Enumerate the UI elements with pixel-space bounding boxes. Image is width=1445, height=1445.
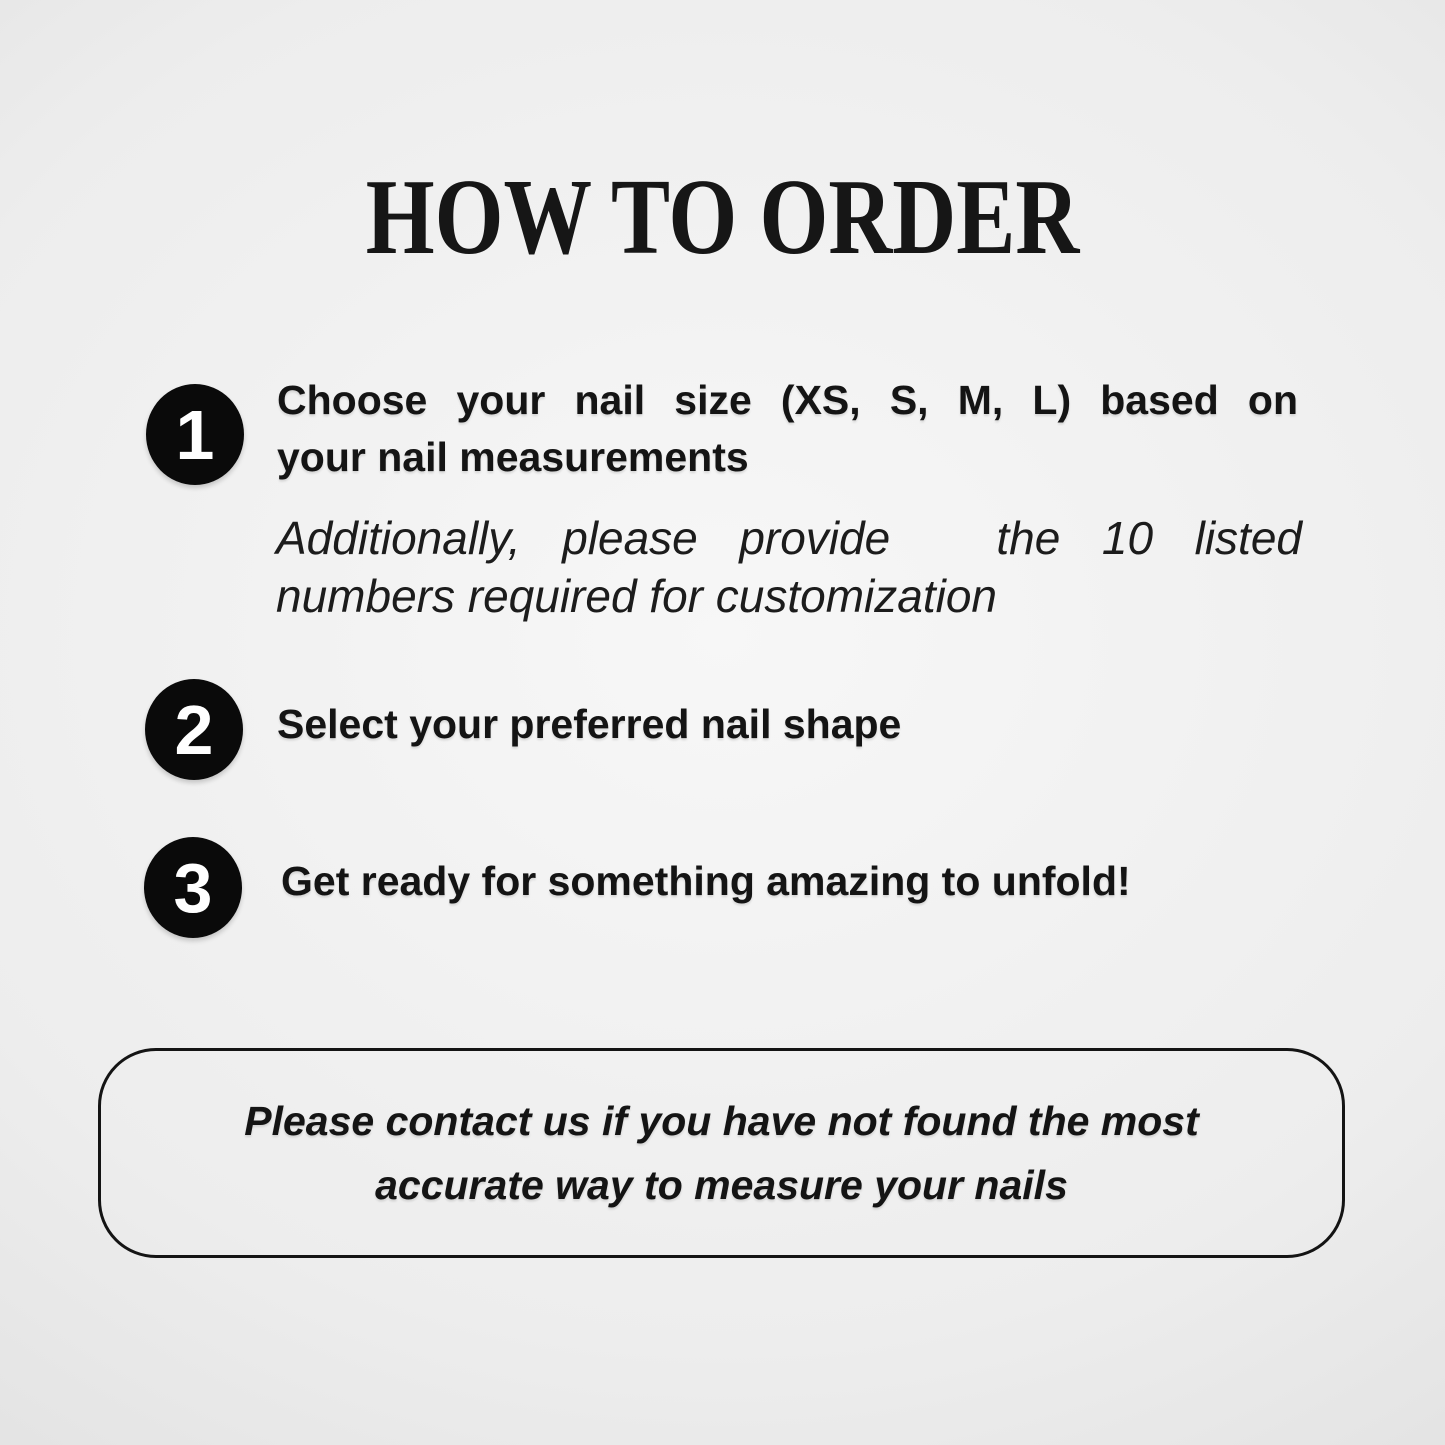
page-title: HOW TO ORDER — [365, 158, 1080, 277]
step-2-number-badge — [145, 679, 243, 780]
contact-note-box — [98, 1048, 1345, 1258]
step-3-number: 3 — [173, 848, 213, 927]
step-2-number: 2 — [174, 690, 214, 769]
step-1-title-line-1: Choose your nail size (XS, S, M, L) based on — [277, 377, 1298, 423]
step-1-title — [277, 372, 1298, 486]
step-1-number: 1 — [175, 395, 215, 474]
contact-note-line-1: Please contact us if you have not found the most — [244, 1098, 1199, 1144]
step-1-number-badge — [146, 384, 244, 485]
step-2-title-line-1: Select your preferred nail shape — [277, 701, 902, 747]
step-1-note-line-2: numbers required for customization — [276, 570, 997, 622]
step-3-number-badge — [144, 837, 242, 938]
step-3-title-line-1: Get ready for something amazing to unfold! — [281, 858, 1131, 904]
step-1-note — [276, 509, 1302, 625]
step-1-title-line-2: your nail measurements — [277, 434, 749, 480]
step-3-title — [281, 853, 1131, 910]
step-2-title — [277, 696, 901, 753]
contact-note-line-2: accurate way to measure your nails — [375, 1162, 1068, 1208]
step-1-note-line-1: Additionally, please provide the 10 listed — [276, 512, 1302, 564]
